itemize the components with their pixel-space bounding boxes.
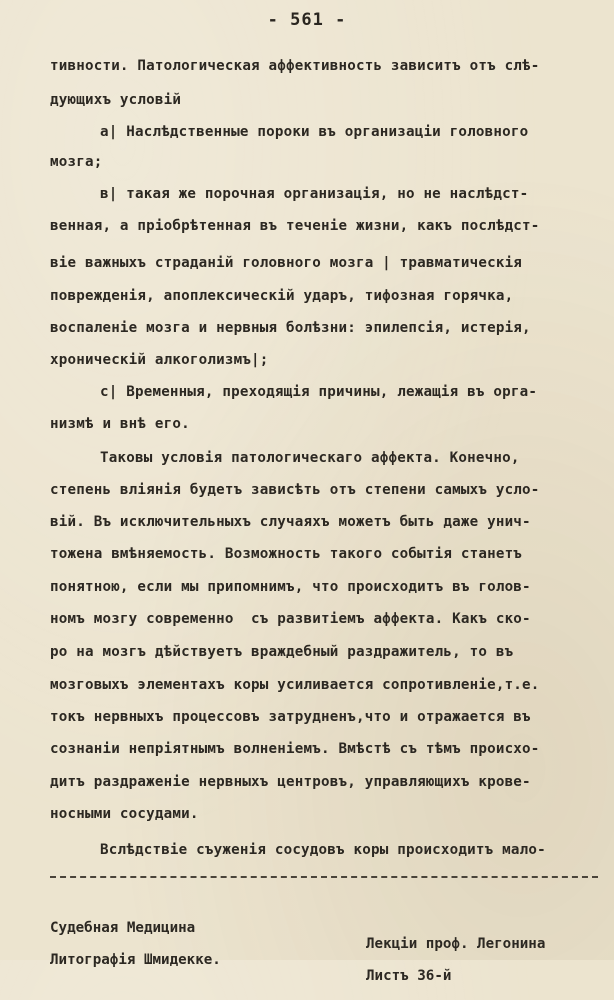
text-line: понятною, если мы припомнимъ, что происходитъ въ голов- [50,579,531,595]
footer-lecturer: Лекціи проф. Легонина [366,936,546,952]
text-line: Вслѣдствіе съуженія сосудовъ коры происходитъ мало- [100,842,546,858]
text-line: дующихъ условій [50,92,182,108]
text-line: Таковы условія патологическаго аффекта. Конечно, [100,450,520,466]
text-line: в| такая же порочная организація, но не наслѣдст- [100,186,529,202]
text-line: с| Временныя, преходящія причины, лежащія въ орга- [100,384,538,400]
text-line: хроническій алкоголизмъ|; [50,352,269,368]
text-line: дитъ раздраженіе нервныхъ центровъ, управляющихъ крове- [50,774,531,790]
text-line: мозга; [50,154,103,170]
footer-sheet-number: Листъ 36-й [366,968,452,984]
text-line: токъ нервныхъ процессовъ затрудненъ,что и отражается въ [50,709,531,725]
text-line: сознаніи непріятнымъ волненіемъ. Вмѣстѣ съ тѣмъ происхо- [50,741,540,757]
page-number: - 561 - [267,10,347,30]
text-line: носными сосудами. [50,806,199,822]
footer-course-title: Судебная Медицина [50,920,196,936]
footer-separator [50,876,598,878]
footer-row-2 [0,936,614,1000]
text-line: тивности. Патологическая аффективность зависитъ отъ слѣ- [50,58,540,74]
text-line: мозговыхъ элементахъ коры усиливается сопротивленіе,т.е. [50,677,540,693]
text-line: тожена вмѣняемость. Возможность такого событія станетъ [50,546,523,562]
text-line: венная, а пріобрѣтенная въ теченіе жизни, какъ послѣдст- [50,218,540,234]
text-line: низмѣ и внѣ его. [50,416,190,432]
text-line: а| Наслѣдственные пороки въ организаціи головного [100,124,529,140]
text-line: ро на мозгъ дѣйствуетъ враждебный раздражитель, то въ [50,644,514,660]
text-line: віе важныхъ страданій головного мозга | травматическія [50,255,523,271]
text-line: поврежденія, апоплексическій ударъ, тифозная горячка, [50,288,514,304]
text-line: степень вліянія будетъ зависѣть отъ степени самыхъ усло- [50,482,540,498]
footer-printer: Литографія Шмидекке. [50,952,221,968]
text-line: вій. Въ исключительныхъ случаяхъ можетъ быть даже унич- [50,514,531,530]
text-line: воспаленіе мозга и нервныя болѣзни: эпилепсія, истерія, [50,320,531,336]
text-line: номъ мозгу современно съ развитіемъ аффекта. Какъ ско- [50,611,531,627]
